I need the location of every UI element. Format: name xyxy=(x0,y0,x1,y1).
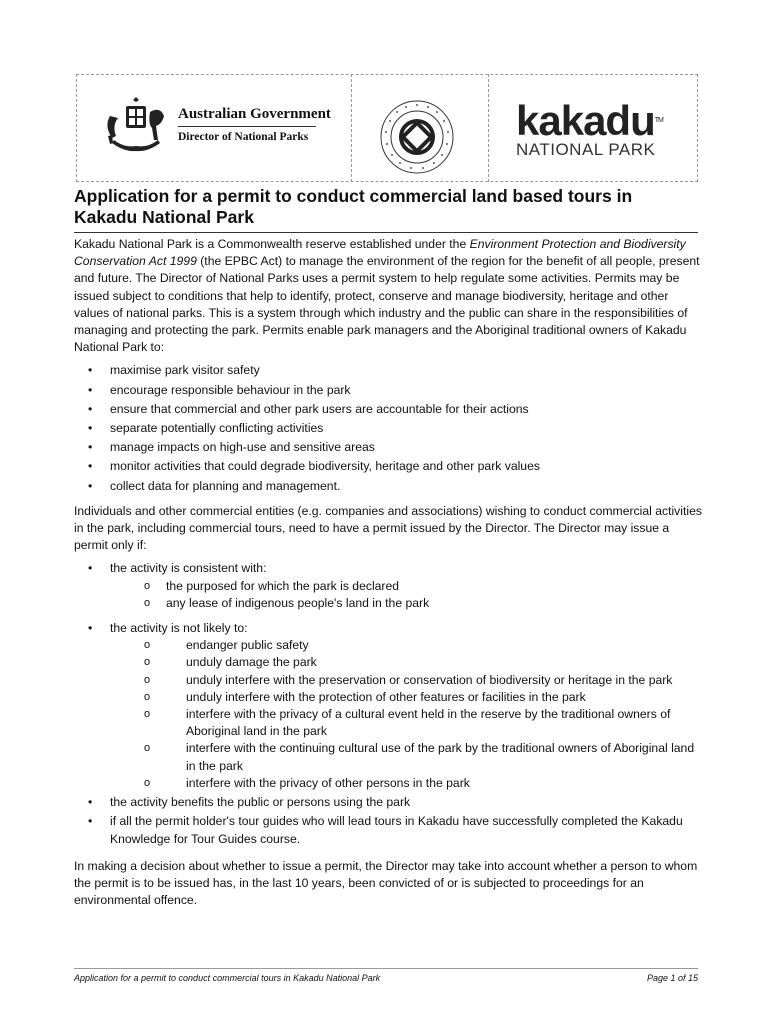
closing-paragraph: In making a decision about whether to issue a permit, the Director may take into account whether a person to whom the permit is to be issued has, in the last 10 years, been convicted of or is subjected to proceedings for an environmental offence. xyxy=(74,858,698,908)
sub-list-item: o interfere with the continuing cultural use of the park by the traditional owners of Aboriginal land in the park xyxy=(74,740,704,774)
condition-label: the activity is not likely to: xyxy=(110,621,248,636)
sub-list-item: o endanger public safety xyxy=(74,637,704,654)
sub-list xyxy=(74,578,704,612)
list-item: • maximise park visitor safety xyxy=(74,362,704,379)
condition-label: the activity is consistent with: xyxy=(110,561,267,576)
list-item: • separate potentially conflicting activities xyxy=(74,420,704,437)
intro-text: (the EPBC Act) to manage the environment of the region for the benefit of all people, present and future. The Director of National Parks uses a permit system to help regulate some activities. Permits may be issued subject to conditions that help to identify, protect, conserve and manage biodiversity, heritage and other values of national parks. This is a system through which industry and the public can share in the responsibilities of managing and protecting the park. Permits enable park managers and the Aboriginal traditional owners of Kakadu National Park to: xyxy=(74,254,700,355)
sub-list-item: o any lease of indigenous people's land in the park xyxy=(74,595,704,612)
kakadu-logo xyxy=(516,97,663,160)
list-item: • monitor activities that could degrade biodiversity, heritage and other park values xyxy=(74,458,704,475)
list-item: • the activity benefits the public or persons using the park xyxy=(74,794,704,811)
list-item: • collect data for planning and management. xyxy=(74,478,704,495)
permit-conditions-paragraph: Individuals and other commercial entities (e.g. companies and associations) wishing to conduct commercial activities in the park, including commercial tours, need to have a permit issued by the Director. The Director may issue a permit only if: xyxy=(74,503,702,553)
sub-list-item: o the purposed for which the park is declared xyxy=(74,578,704,595)
document-body xyxy=(74,236,704,915)
kakadu-wordmark: kakadu xyxy=(516,97,655,144)
sub-list-item: o unduly damage the park xyxy=(74,654,704,671)
page-footer xyxy=(74,968,698,983)
intro-paragraph xyxy=(74,236,704,356)
trademark: TM xyxy=(654,117,663,124)
conditions-list xyxy=(74,560,704,847)
header-divider xyxy=(488,74,489,182)
intro-text: Kakadu National Park is a Commonwealth reserve established under the xyxy=(74,237,470,251)
world-heritage-emblem-icon xyxy=(376,96,458,178)
sub-list-item: o interfere with the privacy of a cultural event held in the reserve by the traditional owners of Aboriginal land in the park xyxy=(74,706,704,740)
sub-list-item: o unduly interfere with the protection of other features or facilities in the park xyxy=(74,689,704,706)
gov-name: Australian Government xyxy=(178,106,316,127)
list-item: • if all the permit holder's tour guides who will lead tours in Kakadu have successfully completed the Kakadu Knowledge for Tour Guides course. xyxy=(74,813,704,847)
kakadu-subtitle: NATIONAL PARK xyxy=(516,140,656,159)
aims-list xyxy=(74,362,704,494)
header-divider xyxy=(697,74,698,182)
header-divider xyxy=(351,74,352,182)
page-title: Application for a permit to conduct commercial land based tours in Kakadu National Park xyxy=(74,186,698,233)
footer-title: Application for a permit to conduct commercial tours in Kakadu National Park xyxy=(74,973,381,983)
sub-list-item: o interfere with the privacy of other persons in the park xyxy=(74,775,704,792)
list-item xyxy=(74,560,704,612)
list-item: • manage impacts on high-use and sensitive areas xyxy=(74,439,704,456)
page-number: Page 1 of 15 xyxy=(646,973,698,983)
list-item: • encourage responsible behaviour in the park xyxy=(74,382,704,399)
act-name: Environment Protection and Biodiversity Conservation Act 1999 xyxy=(74,237,686,269)
list-item xyxy=(74,620,704,792)
list-item: • ensure that commercial and other park users are accountable for their actions xyxy=(74,401,704,418)
gov-department: Director of National Parks xyxy=(178,131,309,143)
sub-list-item: o unduly interfere with the preservation or conservation of biodiversity or heritage in the park xyxy=(74,672,704,689)
australian-government-logo xyxy=(100,96,330,156)
sub-list xyxy=(74,637,704,792)
coat-of-arms-icon xyxy=(100,96,172,152)
